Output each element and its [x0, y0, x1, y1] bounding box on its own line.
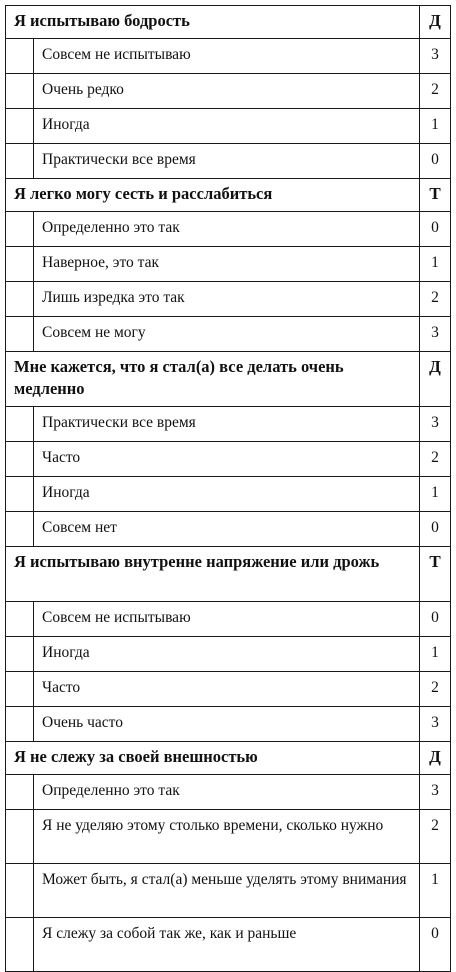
answer-score: 1 — [420, 864, 451, 918]
answer-score: 3 — [420, 775, 451, 810]
answer-indent-cell — [6, 442, 34, 477]
answer-score: 0 — [420, 918, 451, 972]
answer-text: Я слежу за собой так же, как и раньше — [34, 918, 420, 972]
answer-row — [6, 212, 451, 247]
answer-score: 1 — [420, 247, 451, 282]
answer-score: 2 — [420, 74, 451, 109]
answer-score: 1 — [420, 477, 451, 512]
answer-score: 1 — [420, 637, 451, 672]
question-row — [6, 352, 451, 407]
question-row — [6, 6, 451, 39]
answer-text: Иногда — [34, 109, 420, 144]
answer-score: 0 — [420, 212, 451, 247]
question-row — [6, 547, 451, 602]
answer-text: Практически все время — [34, 144, 420, 179]
answer-text: Наверное, это так — [34, 247, 420, 282]
answer-indent-cell — [6, 39, 34, 74]
answer-indent-cell — [6, 602, 34, 637]
answer-text: Иногда — [34, 637, 420, 672]
answer-row — [6, 864, 451, 918]
question-category: Д — [420, 742, 451, 775]
answer-row — [6, 918, 451, 972]
answer-indent-cell — [6, 317, 34, 352]
answer-indent-cell — [6, 74, 34, 109]
answer-score: 1 — [420, 109, 451, 144]
answer-row — [6, 810, 451, 864]
answer-text: Я не уделяю этому столько времени, сколько нужно — [34, 810, 420, 864]
answer-text: Часто — [34, 442, 420, 477]
answer-indent-cell — [6, 775, 34, 810]
answer-indent-cell — [6, 707, 34, 742]
answer-indent-cell — [6, 477, 34, 512]
answer-text: Практически все время — [34, 407, 420, 442]
question-text: Я испытываю внутренне напряжение или дрожь — [6, 547, 420, 602]
question-text: Я испытываю бодрость — [6, 6, 420, 39]
answer-text: Совсем нет — [34, 512, 420, 547]
answer-row — [6, 707, 451, 742]
answer-row — [6, 282, 451, 317]
question-row — [6, 742, 451, 775]
answer-row — [6, 39, 451, 74]
question-text: Мне кажется, что я стал(а) все делать очень медленно — [6, 352, 420, 407]
answer-text: Лишь изредка это так — [34, 282, 420, 317]
answer-indent-cell — [6, 810, 34, 864]
answer-indent-cell — [6, 282, 34, 317]
answer-score: 3 — [420, 407, 451, 442]
question-text: Я легко могу сесть и расслабиться — [6, 179, 420, 212]
questionnaire-table — [5, 5, 451, 972]
answer-text: Совсем не испытываю — [34, 39, 420, 74]
question-text: Я не слежу за своей внешностью — [6, 742, 420, 775]
answer-score: 3 — [420, 317, 451, 352]
answer-score: 0 — [420, 512, 451, 547]
answer-row — [6, 672, 451, 707]
answer-score: 0 — [420, 144, 451, 179]
answer-row — [6, 74, 451, 109]
answer-indent-cell — [6, 407, 34, 442]
question-category: Д — [420, 6, 451, 39]
answer-indent-cell — [6, 512, 34, 547]
answer-indent-cell — [6, 637, 34, 672]
answer-text: Совсем не могу — [34, 317, 420, 352]
answer-text: Часто — [34, 672, 420, 707]
answer-indent-cell — [6, 212, 34, 247]
answer-score: 3 — [420, 707, 451, 742]
answer-indent-cell — [6, 144, 34, 179]
answer-text: Определенно это так — [34, 212, 420, 247]
answer-row — [6, 477, 451, 512]
answer-row — [6, 512, 451, 547]
answer-row — [6, 602, 451, 637]
question-category: Т — [420, 547, 451, 602]
answer-score: 3 — [420, 39, 451, 74]
answer-text: Очень редко — [34, 74, 420, 109]
answer-score: 2 — [420, 282, 451, 317]
answer-row — [6, 775, 451, 810]
answer-score: 2 — [420, 672, 451, 707]
answer-score: 0 — [420, 602, 451, 637]
answer-row — [6, 637, 451, 672]
answer-row — [6, 442, 451, 477]
answer-score: 2 — [420, 810, 451, 864]
question-row — [6, 179, 451, 212]
answer-text: Очень часто — [34, 707, 420, 742]
answer-indent-cell — [6, 672, 34, 707]
answer-score: 2 — [420, 442, 451, 477]
answer-text: Может быть, я стал(а) меньше уделять этому внимания — [34, 864, 420, 918]
answer-row — [6, 317, 451, 352]
answer-row — [6, 407, 451, 442]
answer-indent-cell — [6, 247, 34, 282]
question-category: Т — [420, 179, 451, 212]
answer-text: Определенно это так — [34, 775, 420, 810]
answer-indent-cell — [6, 918, 34, 972]
answer-text: Совсем не испытываю — [34, 602, 420, 637]
answer-text: Иногда — [34, 477, 420, 512]
answer-row — [6, 247, 451, 282]
answer-indent-cell — [6, 864, 34, 918]
answer-indent-cell — [6, 109, 34, 144]
question-category: Д — [420, 352, 451, 407]
answer-row — [6, 109, 451, 144]
answer-row — [6, 144, 451, 179]
